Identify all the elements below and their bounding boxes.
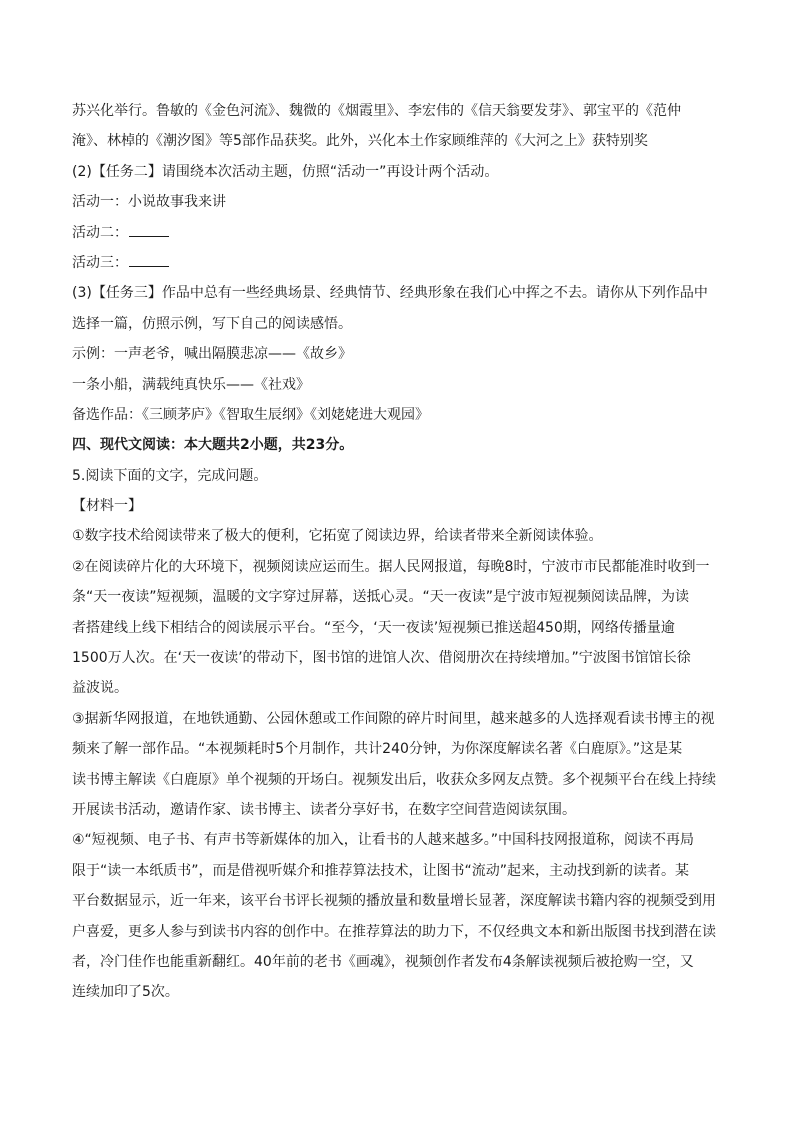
example-line: 示例：一声老爷，喊出隔膜悲凉——《故乡》 xyxy=(72,346,352,363)
paragraph-line: 连续加印了5次。 xyxy=(72,984,179,1001)
example-line: 一条小船，满载纯真快乐——《社戏》 xyxy=(72,376,310,393)
paragraph-line: 平台数据显示，近一年来，该平台书评长视频的播放量和数量增长显著，深度解读书籍内容的视频受到用 xyxy=(72,893,716,910)
paragraph-line: 益波说。 xyxy=(72,680,128,697)
text-line: 苏兴化举行。鲁敏的《金色河流》、魏微的《烟霞里》、李宏伟的《信天翁要发芽》、郭宝平的《范仲 xyxy=(72,103,681,119)
paragraph-line: ④“短视频、电子书、有声书等新媒体的加入，让看书的人越来越多。”中国科技网报道称，阅读不再局 xyxy=(72,832,695,849)
section-heading: 四、现代文阅读：本大题共2小题，共23分。 xyxy=(72,437,354,454)
question-five: 5.阅读下面的文字，完成问题。 xyxy=(72,467,268,484)
text-line: 淹》、林棹的《潮汐图》等5部作品获奖。此外，兴化本土作家顾维萍的《大河之上》获特别奖 xyxy=(72,133,648,150)
answer-blank[interactable] xyxy=(129,252,169,267)
paragraph-line: 者搭建线上线下相结合的阅读展示平台。“至今，‘天一夜读’短视频已推送超450期，网络传播量逾 xyxy=(72,619,675,636)
paragraph-line: 频来了解一部作品。“本视频耗时5个月制作，共计240分钟，为你深度解读名著《白鹿原》。”这是某 xyxy=(72,741,683,758)
paragraph-line: 户喜爱，更多人参与到读书内容的创作中。在推荐算法的助力下，不仅经典文本和新出版图书找到潜在读 xyxy=(72,923,716,940)
paragraph-line: ②在阅读碎片化的大环境下，视频阅读应运而生。据人民网报道，每晚8时，宁波市市民都能准时收到一 xyxy=(72,558,710,575)
paragraph-line: ①数字技术给阅读带来了极大的便利，它拓宽了阅读边界，给读者带来全新阅读体验。 xyxy=(72,528,603,545)
paragraph-line: 开展读书活动，邀请作家、读书博主、读者分享好书，在数字空间营造阅读氛围。 xyxy=(72,801,576,818)
task-two-prompt: (2)【任务二】请围绕本次活动主题，仿照“活动一”再设计两个活动。 xyxy=(72,163,499,180)
candidate-works: 备选作品：《三顾茅庐》《智取生辰纲》《刘姥姥进大观园》 xyxy=(72,406,429,423)
document-page xyxy=(72,96,722,1008)
material-one-heading: 【材料一】 xyxy=(72,498,142,515)
activity-three-label: 活动三： xyxy=(72,254,128,271)
activity-two xyxy=(72,218,722,248)
activity-three xyxy=(72,248,722,278)
text-line: 选择一篇，仿照示例，写下自己的阅读感悟。 xyxy=(72,315,352,332)
paragraph-line: 者，冷门佳作也能重新翻红。40年前的老书《画魂》，视频创作者发布4条解读视频后被抢购一空，又 xyxy=(72,953,694,970)
answer-blank[interactable] xyxy=(129,222,169,237)
paragraph-line: 限于“读一本纸质书”，而是借视听媒介和推荐算法技术，让图书“流动”起来，主动找到新的读者。某 xyxy=(72,862,690,879)
task-three-prompt: (3)【任务三】作品中总有一些经典场景、经典情节、经典形象在我们心中挥之不去。请你从下列作品中 xyxy=(72,285,708,302)
paragraph-line: 读书博主解读《白鹿原》单个视频的开场白。视频发出后，收获众多网友点赞。多个视频平台在线上持续 xyxy=(72,771,716,788)
paragraph-line: 1500万人次。在‘天一夜读’的带动下，图书馆的进馆人次、借阅册次在持续增加。”宁波图书馆馆长徐 xyxy=(72,650,691,667)
activity-two-label: 活动二： xyxy=(72,224,128,241)
activity-one: 活动一：小说故事我来讲 xyxy=(72,194,226,211)
paragraph-line: ③据新华网报道，在地铁通勤、公园休憩或工作间隙的碎片时间里，越来越多的人选择观看读书博主的视 xyxy=(72,710,715,727)
paragraph-line: 条“天一夜读”短视频，温暖的文字穿过屏幕，送抵心灵。“天一夜读”是宁波市短视频阅读品牌，为读 xyxy=(72,589,690,606)
